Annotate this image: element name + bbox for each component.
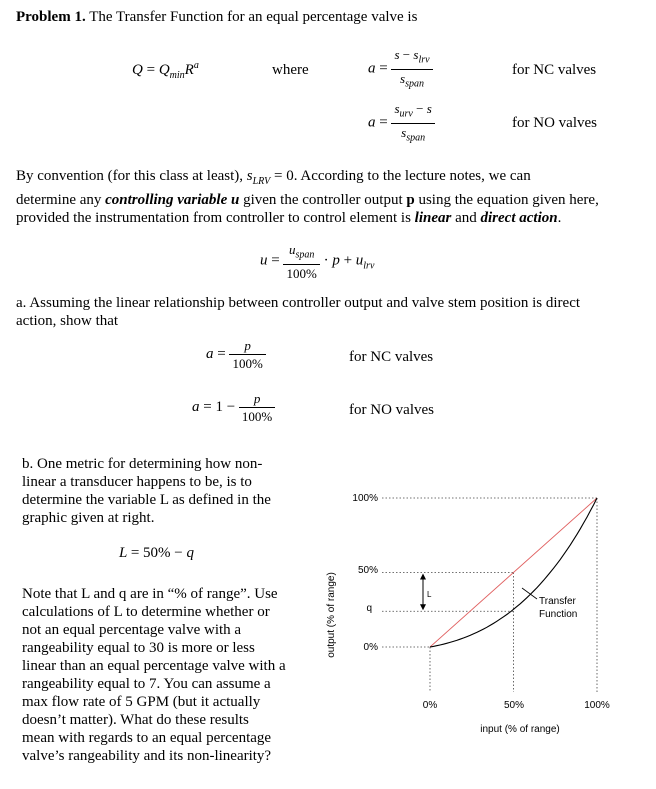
y-tick-0: 0% — [363, 642, 378, 653]
linear-reference-line — [430, 498, 597, 647]
y-tick-50: 50% — [357, 565, 378, 576]
part-b-line: graphic given at right. — [22, 510, 155, 526]
part-b-line: linear a transducer happens to be, is to — [22, 474, 252, 490]
part-b-text — [22, 455, 312, 527]
x-tick-50: 50% — [503, 700, 525, 711]
convention-paragraph: By convention (for this class at least), $s_{LRV} = 0$. According to the lecture notes, we can determine any controlling variable u given the controller output p using the equation given here, provided the instrumentation from controller to control element is linear and direct action. — [16, 168, 599, 226]
L-arrow-head-down — [420, 604, 426, 610]
note-line: rangeability equal to 30 is more or less — [22, 640, 255, 656]
part-b-note — [22, 585, 322, 765]
note-line: calculations of L to determine whether or — [22, 604, 270, 620]
part-a-line: action, show that — [16, 313, 119, 329]
para-text: and — [451, 210, 481, 226]
equation-transfer-function: $Q = Q_{min}R^a$ — [132, 60, 199, 81]
equation-a-no: a = $\frac{s_{urv} - s}{s_{span}}$ — [368, 100, 435, 146]
equation-a-nc: a = $\frac{s - s_{lrv}}{s_{span}}$ — [368, 46, 433, 92]
para-text: given the controller output — [239, 192, 407, 208]
part-a-text — [16, 294, 646, 330]
problem-intro — [16, 8, 417, 26]
note-line: not an equal percentage valve with a — [22, 622, 242, 638]
part-a-line: a. Assuming the linear relationship between controller output and valve stem position is direct — [16, 295, 581, 311]
transfer-function-label-2: Function — [539, 609, 578, 620]
note-line: doesn’t matter). What do these results — [22, 712, 249, 728]
problem-intro-text: The Transfer Function for an equal percentage valve is — [89, 9, 418, 25]
transfer-function-chart — [310, 470, 640, 745]
nc-label-1: for NC valves — [512, 62, 597, 78]
para-text: By convention (for this class at least), — [16, 168, 247, 184]
x-tick-0: 0% — [422, 700, 438, 711]
nc-label-2: for NC valves — [349, 349, 434, 365]
para-text: using the equation given here, — [414, 192, 599, 208]
part-b-line: determine the variable L as defined in the — [22, 492, 271, 508]
note-line: rangeability equal to 7. You can assume a — [22, 676, 271, 692]
problem-label: Problem 1. — [16, 9, 86, 25]
y-tick-100: 100% — [352, 493, 378, 504]
para-text: . According to the lecture notes, we can — [293, 168, 531, 184]
y-tick-q: q — [366, 603, 372, 614]
para-emphasis: linear — [414, 210, 452, 226]
equation-u: u = $\frac{u_{span}}{100\%}$ · $p + u_{lrv}$ — [260, 242, 375, 281]
equation-a-p-nc: a = $\frac{p}{100\%}$ — [206, 337, 266, 372]
L-arrow-head-up — [420, 574, 426, 580]
L-annotation: L — [427, 590, 432, 599]
x-axis-label: input (% of range) — [480, 724, 560, 735]
note-line: Note that L and q are in “% of range”. Use — [22, 586, 278, 602]
para-text: provided the instrumentation from controller to control element is — [16, 210, 415, 226]
note-line: valve’s rangeability and its non-linearity? — [22, 748, 272, 764]
para-text: . — [557, 210, 562, 226]
transfer-function-label-1: Transfer — [539, 596, 576, 607]
part-b-line: b. One metric for determining how non- — [22, 456, 263, 472]
para-text: determine any — [16, 192, 106, 208]
equation-a-p-no: a = 1 − $\frac{p}{100\%}$ — [192, 390, 275, 425]
note-line: mean with regards to an equal percentage — [22, 730, 272, 746]
no-label-2: for NO valves — [349, 402, 434, 418]
note-line: max flow rate of 5 GPM (but it actually — [22, 694, 261, 710]
para-emphasis: p — [406, 192, 415, 208]
no-label-1: for NO valves — [512, 115, 597, 131]
where-label: where — [272, 62, 309, 78]
para-emphasis: controlling variable u — [105, 192, 240, 208]
x-tick-100: 100% — [584, 700, 610, 711]
para-emphasis: direct action — [480, 210, 558, 226]
note-line: linear than an equal percentage valve with a — [22, 658, 286, 674]
y-axis-label: output (% of range) — [326, 572, 337, 658]
equation-L: L = 50% − q — [119, 545, 194, 561]
